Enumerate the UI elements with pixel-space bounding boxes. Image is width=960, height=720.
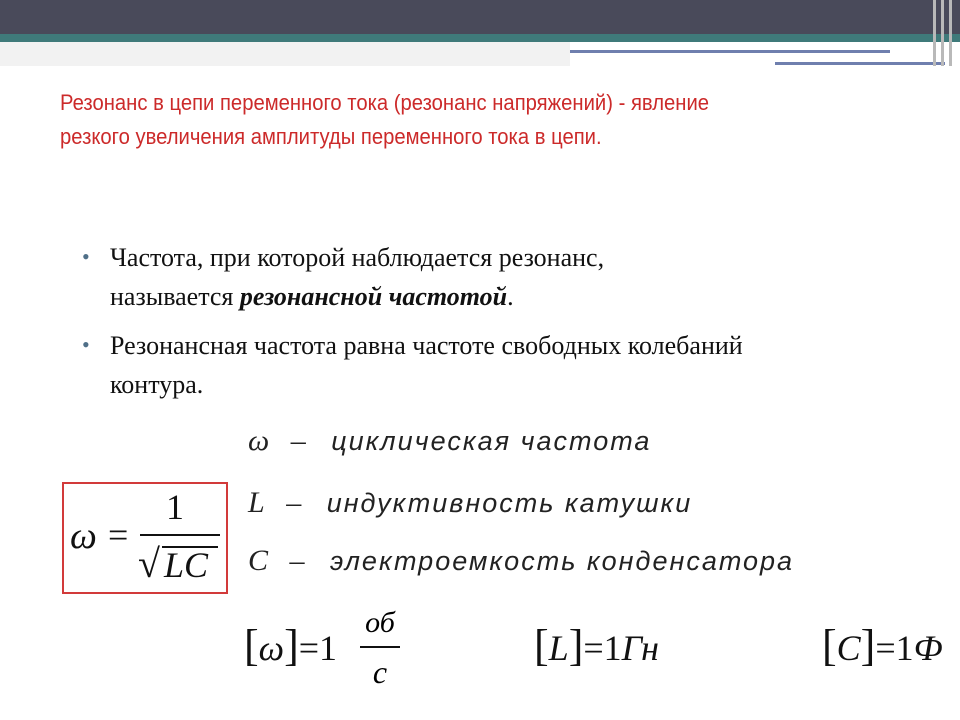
equals-sign: = [298, 628, 320, 668]
fraction-bar [140, 534, 220, 536]
bullet-text: Частота, при которой наблюдается резонанс, [110, 243, 605, 272]
definition-text: электроемкость конденсатора [330, 546, 795, 576]
unit-denominator: с [372, 654, 388, 690]
equals-sign: = [108, 515, 129, 555]
bullet-text: Резонансная частота равна частоте свободных колебаний [110, 331, 743, 360]
unit-name: Ф [913, 628, 943, 668]
decor-rail [949, 0, 952, 66]
unit-numerator: об [365, 606, 395, 639]
decor-line [775, 62, 945, 65]
bracket: ] [860, 621, 876, 670]
definition-dash: – [290, 424, 306, 457]
denominator: LC [164, 545, 209, 585]
bullet-item [82, 238, 922, 316]
bracket: [ [244, 621, 259, 670]
bracket: [ [822, 621, 837, 670]
unit-inductance [534, 620, 659, 671]
definition-text: циклическая частота [331, 426, 652, 456]
omega-symbol: ω [70, 515, 97, 557]
key-term: резонансной частотой [239, 282, 508, 311]
unit-symbol: C [836, 628, 861, 668]
unit-name: Гн [621, 628, 659, 668]
equals-sign: = [875, 628, 896, 668]
equals-sign: = [583, 628, 604, 668]
header-strip [0, 42, 570, 66]
unit-value: 1 [895, 628, 914, 668]
definition-row [248, 486, 692, 520]
bullet-icon: • [82, 244, 90, 269]
definition-symbol: L [248, 486, 265, 519]
accent-bar [0, 34, 960, 42]
bullet-text: . [507, 282, 514, 311]
bullet-list [82, 238, 922, 414]
bullet-icon: • [82, 332, 90, 357]
unit-value: 1 [603, 628, 622, 668]
definition-dash: – [289, 544, 305, 577]
definition-text: индуктивность катушки [326, 488, 693, 518]
title-line: резкого увеличения амплитуды переменного тока в цепи. [60, 124, 602, 149]
root-sign: √ [138, 541, 160, 586]
bullet-text: контура. [110, 370, 204, 399]
bracket: [ [534, 621, 549, 670]
decor-rail [933, 0, 936, 66]
bullet-item [82, 326, 922, 404]
numerator: 1 [166, 487, 184, 527]
unit-value: 1 [319, 628, 338, 668]
unit-symbol: L [548, 628, 569, 668]
definition-row [248, 424, 651, 458]
decor-line [570, 50, 890, 53]
title-line: Резонанс в цепи переменного тока (резонанс напряжений) - явление [60, 90, 710, 115]
unit-symbol: ω [258, 628, 285, 668]
bracket: ] [284, 621, 299, 670]
resonance-formula [62, 482, 228, 594]
unit-omega [244, 620, 337, 671]
definition-row [248, 544, 794, 578]
bracket: ] [568, 621, 584, 670]
definition-dash: – [286, 486, 302, 519]
slide-title [60, 86, 860, 154]
unit-capacitance [822, 620, 943, 671]
top-banner [0, 0, 960, 34]
fraction-bar [360, 646, 400, 648]
bullet-text: называется [110, 282, 240, 311]
definition-symbol: ω [248, 424, 270, 457]
definition-symbol: C [248, 544, 269, 577]
decor-rail [941, 0, 944, 66]
